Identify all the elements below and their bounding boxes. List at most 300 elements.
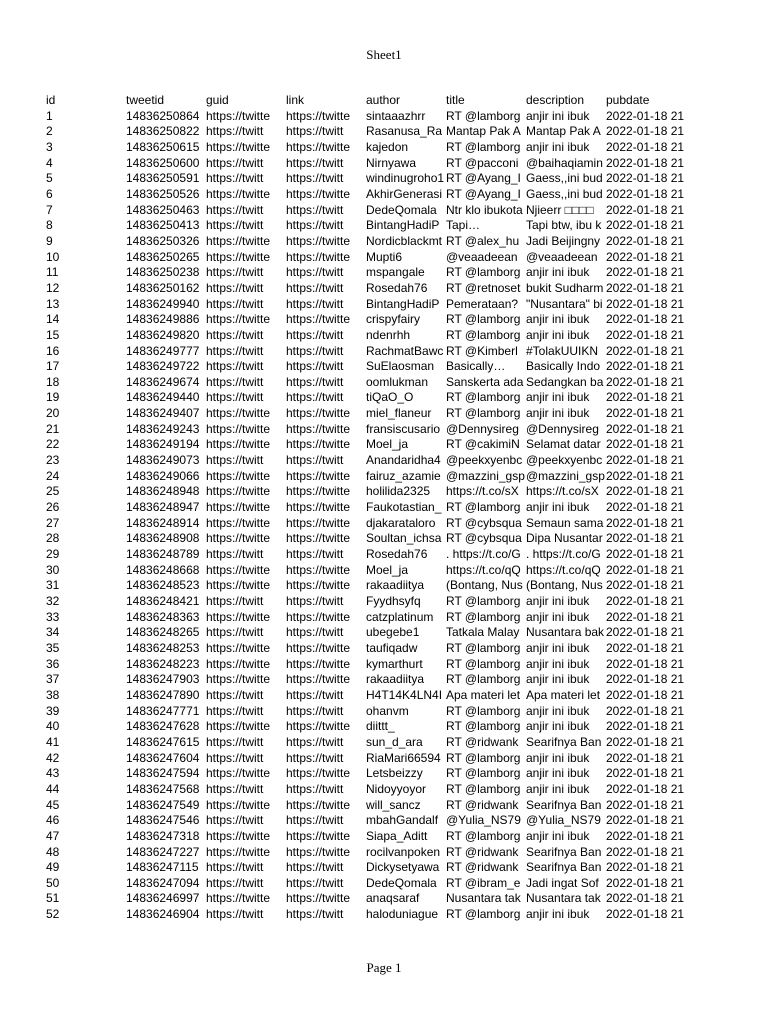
- table-row: [46, 297, 688, 313]
- cell-title: RT @lamborg: [446, 265, 521, 280]
- table-row: [46, 672, 688, 688]
- cell-title: RT @Kimberl: [446, 343, 518, 358]
- cell-description: #TolakUUIKN: [526, 343, 599, 358]
- cell-title: Tapi…: [446, 218, 481, 233]
- cell-link: https://twitte: [286, 500, 351, 515]
- table-row: [46, 437, 688, 453]
- cell-tweetid: 14836249820: [126, 327, 200, 342]
- cell-title: RT @lamborg: [446, 108, 521, 123]
- cell-guid: https://twitte: [206, 500, 271, 515]
- cell-pubdate: 2022-01-18 21: [606, 124, 685, 139]
- cell-tweetid: 14836246904: [126, 907, 200, 922]
- cell-description: @peekxyenbc: [526, 453, 603, 468]
- cell-guid: https://twitt: [206, 343, 264, 358]
- cell-pubdate: 2022-01-18 21: [606, 312, 685, 327]
- cell-author: mbahGandalf: [366, 813, 439, 828]
- cell-description: anjir ini ibuk: [526, 594, 590, 608]
- cell-author: holilida2325: [366, 484, 431, 499]
- cell-pubdate: 2022-01-18 21: [606, 734, 685, 749]
- cell-description: @Yulia_NS79: [526, 813, 601, 828]
- cell-id: 39: [46, 703, 60, 718]
- cell-link: https://twitte: [286, 672, 351, 687]
- cell-link: https://twitte: [286, 828, 351, 843]
- cell-description: anjir ini ibuk: [526, 640, 590, 655]
- cell-description: Searifnya Ban: [526, 797, 602, 812]
- cell-pubdate: 2022-01-18 21: [606, 844, 685, 859]
- cell-tweetid: 14836247318: [126, 828, 200, 843]
- cell-guid: https://twitt: [206, 703, 264, 718]
- cell-title: RT @ridwank: [446, 844, 519, 859]
- cell-tweetid: 14836247604: [126, 750, 200, 765]
- cell-pubdate: 2022-01-18 21: [606, 813, 685, 828]
- cell-description: anjir ini ibuk: [526, 500, 590, 515]
- table-row: [46, 907, 688, 923]
- cell-link: https://twitt: [286, 734, 344, 749]
- cell-pubdate: 2022-01-18 21: [606, 640, 685, 655]
- cell-id: 4: [46, 155, 53, 170]
- table-row: [46, 187, 688, 203]
- column-header-guid: guid: [206, 93, 229, 107]
- cell-guid: https://twitt: [206, 265, 264, 280]
- cell-author: Fyydhsyfq: [366, 594, 421, 608]
- cell-guid: https://twitt: [206, 860, 264, 875]
- cell-pubdate: 2022-01-18 21: [606, 468, 685, 483]
- table-row: [46, 610, 688, 626]
- cell-title: RT @pacconi: [446, 155, 519, 170]
- cell-guid: https://twitt: [206, 453, 264, 468]
- cell-title: RT @cybsqua: [446, 515, 522, 530]
- cell-pubdate: 2022-01-18 21: [606, 500, 685, 515]
- cell-author: DedeQomala: [366, 875, 437, 890]
- cell-id: 19: [46, 390, 60, 405]
- cell-id: 11: [46, 265, 59, 280]
- cell-tweetid: 14836248947: [126, 500, 200, 515]
- cell-tweetid: 14836247771: [126, 703, 200, 718]
- cell-tweetid: 14836250526: [126, 186, 200, 201]
- cell-id: 51: [46, 891, 60, 906]
- table-row: [46, 281, 688, 297]
- data-table: [46, 93, 688, 923]
- cell-tweetid: 14836246997: [126, 891, 200, 906]
- cell-id: 17: [46, 359, 60, 374]
- cell-id: 7: [46, 202, 53, 217]
- cell-title: RT @ibram_e: [446, 875, 521, 890]
- cell-description: anjir ini ibuk: [526, 672, 590, 687]
- cell-link: https://twitt: [286, 202, 344, 217]
- cell-link: https://twitt: [286, 813, 344, 828]
- cell-id: 6: [46, 186, 53, 201]
- cell-pubdate: 2022-01-18 21: [606, 860, 685, 875]
- cell-title: RT @lamborg: [446, 312, 521, 327]
- cell-title: Ntr klo ibukota: [446, 202, 523, 217]
- cell-author: rakaadiitya: [366, 672, 425, 687]
- column-header-id: id: [46, 93, 56, 107]
- cell-pubdate: 2022-01-18 21: [606, 687, 685, 702]
- cell-description: (Bontang, Nus: [526, 578, 603, 593]
- cell-tweetid: 14836248421: [126, 594, 200, 608]
- cell-title: https://t.co/sX: [446, 484, 519, 499]
- cell-guid: https://twitte: [206, 468, 271, 483]
- cell-pubdate: 2022-01-18 21: [606, 891, 685, 906]
- cell-id: 16: [46, 343, 60, 358]
- cell-guid: https://twitt: [206, 734, 264, 749]
- cell-description: Jadi Beijingny: [526, 233, 601, 248]
- cell-tweetid: 14836249194: [126, 437, 200, 452]
- cell-guid: https://twitt: [206, 171, 264, 186]
- cell-id: 30: [46, 562, 60, 577]
- cell-pubdate: 2022-01-18 21: [606, 672, 685, 687]
- cell-author: Rasanusa_Ra: [366, 124, 443, 139]
- cell-pubdate: 2022-01-18 21: [606, 327, 685, 342]
- cell-description: Gaess,,ini bud: [526, 186, 603, 201]
- cell-id: 5: [46, 171, 53, 186]
- cell-link: https://twitte: [286, 531, 351, 546]
- cell-link: https://twitte: [286, 233, 351, 248]
- cell-guid: https://twitt: [206, 625, 264, 640]
- cell-guid: https://twitte: [206, 312, 271, 327]
- table-row: [46, 234, 688, 250]
- cell-tweetid: 14836248253: [126, 640, 200, 655]
- cell-pubdate: 2022-01-18 21: [606, 766, 685, 781]
- cell-description: Nusantara bak: [526, 625, 605, 640]
- cell-author: sun_d_ara: [366, 734, 423, 749]
- cell-link: https://twitte: [286, 562, 351, 577]
- cell-author: BintangHadiP: [366, 218, 440, 233]
- cell-title: RT @ridwank: [446, 734, 519, 749]
- cell-author: catzplatinum: [366, 609, 434, 624]
- cell-tweetid: 14836247546: [126, 813, 200, 828]
- cell-author: Faukotastian_: [366, 500, 442, 515]
- cell-guid: https://twitte: [206, 578, 271, 593]
- cell-link: https://twitte: [286, 468, 351, 483]
- cell-pubdate: 2022-01-18 21: [606, 155, 685, 170]
- cell-author: ndenrhh: [366, 327, 411, 342]
- cell-tweetid: 14836249722: [126, 359, 200, 374]
- cell-author: Anandaridha4: [366, 453, 441, 468]
- cell-author: ohanvm: [366, 703, 409, 718]
- cell-author: kajedon: [366, 139, 409, 154]
- cell-description: . https://t.co/G: [526, 547, 601, 562]
- cell-tweetid: 14836250591: [126, 171, 200, 186]
- cell-description: Gaess,,ini bud: [526, 171, 603, 186]
- cell-author: Moel_ja: [366, 437, 409, 452]
- cell-link: https://twitt: [286, 327, 344, 342]
- table-row: [46, 484, 688, 500]
- cell-id: 37: [46, 672, 60, 687]
- cell-title: . https://t.co/G: [446, 547, 521, 562]
- cell-author: Letsbeizzy: [366, 766, 423, 781]
- cell-title: RT @lamborg: [446, 907, 521, 922]
- cell-link: https://twitte: [286, 139, 351, 154]
- cell-author: fransiscusario: [366, 421, 441, 436]
- cell-author: Nordicblackmt: [366, 233, 443, 248]
- cell-id: 20: [46, 406, 60, 421]
- cell-id: 23: [46, 453, 60, 468]
- cell-link: https://twitt: [286, 594, 344, 608]
- cell-description: anjir ini ibuk: [526, 139, 590, 154]
- cell-link: https://twitte: [286, 844, 351, 859]
- table-row: [46, 312, 688, 328]
- cell-id: 14: [46, 312, 60, 327]
- cell-description: Semaun sama: [526, 515, 604, 530]
- cell-title: @Yulia_NS79: [446, 813, 521, 828]
- cell-author: Siapa_Aditt: [366, 828, 428, 843]
- cell-title: RT @lamborg: [446, 719, 521, 734]
- cell-author: sintaaazhrr: [366, 108, 426, 123]
- cell-guid: https://twitt: [206, 155, 264, 170]
- cell-title: https://t.co/qQ: [446, 562, 521, 577]
- cell-id: 12: [46, 280, 60, 295]
- cell-title: RT @lamborg: [446, 609, 521, 624]
- cell-guid: https://twitte: [206, 640, 271, 655]
- cell-pubdate: 2022-01-18 21: [606, 797, 685, 812]
- cell-link: https://twitte: [286, 640, 351, 655]
- cell-link: https://twitte: [286, 312, 351, 327]
- cell-tweetid: 14836248908: [126, 531, 200, 546]
- table-row: [46, 406, 688, 422]
- cell-author: DedeQomala: [366, 202, 437, 217]
- cell-guid: https://twitte: [206, 719, 271, 734]
- table-row: [46, 516, 688, 532]
- cell-link: https://twitt: [286, 296, 344, 311]
- cell-pubdate: 2022-01-18 21: [606, 437, 685, 452]
- table-row: [46, 751, 688, 767]
- table-row: [46, 829, 688, 845]
- cell-description: Sedangkan ba: [526, 374, 604, 389]
- table-row: [46, 265, 688, 281]
- cell-description: @Dennysireg: [526, 421, 599, 436]
- cell-pubdate: 2022-01-18 21: [606, 108, 685, 123]
- table-row: [46, 109, 688, 125]
- cell-description: anjir ini ibuk: [526, 719, 590, 734]
- cell-title: RT @ridwank: [446, 797, 519, 812]
- cell-pubdate: 2022-01-18 21: [606, 609, 685, 624]
- cell-description: Searifnya Ban: [526, 734, 602, 749]
- table-row: [46, 547, 688, 563]
- cell-link: https://twitt: [286, 218, 344, 233]
- cell-link: https://twitte: [286, 421, 351, 436]
- cell-tweetid: 14836247903: [126, 672, 200, 687]
- cell-description: Selamat datar: [526, 437, 601, 452]
- cell-pubdate: 2022-01-18 21: [606, 547, 685, 562]
- cell-id: 29: [46, 547, 60, 562]
- cell-tweetid: 14836248668: [126, 562, 200, 577]
- cell-tweetid: 14836250600: [126, 155, 200, 170]
- cell-guid: https://twitte: [206, 891, 271, 906]
- cell-link: https://twitte: [286, 656, 351, 671]
- table-row: [46, 891, 688, 907]
- cell-tweetid: 14836247094: [126, 875, 200, 890]
- cell-guid: https://twitte: [206, 828, 271, 843]
- cell-title: RT @lamborg: [446, 390, 521, 405]
- cell-id: 43: [46, 766, 60, 781]
- cell-author: SuElaosman: [366, 359, 435, 374]
- cell-description: anjir ini ibuk: [526, 312, 590, 327]
- cell-link: https://twitte: [286, 186, 351, 201]
- cell-pubdate: 2022-01-18 21: [606, 218, 685, 233]
- cell-author: Rosedah76: [366, 280, 428, 295]
- table-row: [46, 641, 688, 657]
- cell-link: https://twitte: [286, 437, 351, 452]
- cell-guid: https://twitte: [206, 672, 271, 687]
- cell-pubdate: 2022-01-18 21: [606, 719, 685, 734]
- cell-description: Searifnya Ban: [526, 860, 602, 875]
- cell-description: bukit Sudharm: [526, 280, 604, 295]
- cell-description: anjir ini ibuk: [526, 609, 590, 624]
- cell-tweetid: 14836249886: [126, 312, 200, 327]
- cell-tweetid: 14836249777: [126, 343, 200, 358]
- cell-description: Nusantara tak: [526, 891, 601, 906]
- column-header-title: title: [446, 93, 465, 107]
- cell-pubdate: 2022-01-18 21: [606, 484, 685, 499]
- cell-link: https://twitte: [286, 891, 351, 906]
- cell-author: haloduniague: [366, 907, 439, 922]
- cell-link: https://twitte: [286, 609, 351, 624]
- cell-guid: https://twitt: [206, 327, 264, 342]
- table-row: [46, 171, 688, 187]
- cell-tweetid: 14836250463: [126, 202, 200, 217]
- cell-guid: https://twitt: [206, 907, 264, 922]
- table-row: [46, 578, 688, 594]
- cell-guid: https://twitt: [206, 359, 264, 374]
- cell-tweetid: 14836247594: [126, 766, 200, 781]
- cell-title: RT @cybsqua: [446, 531, 522, 546]
- cell-guid: https://twitt: [206, 218, 264, 233]
- cell-title: RT @ridwank: [446, 860, 519, 875]
- cell-tweetid: 14836250615: [126, 139, 200, 154]
- cell-author: anaqsaraf: [366, 891, 420, 906]
- cell-link: https://twitt: [286, 265, 344, 280]
- cell-title: Pemerataan?: [446, 296, 519, 311]
- cell-id: 36: [46, 656, 60, 671]
- cell-description: "Nusantara" bi: [526, 296, 603, 311]
- cell-description: anjir ini ibuk: [526, 750, 590, 765]
- cell-guid: https://twitte: [206, 406, 271, 421]
- cell-author: tiQaO_O: [366, 390, 414, 405]
- cell-title: RT @lamborg: [446, 781, 521, 796]
- cell-link: https://twitt: [286, 547, 344, 562]
- cell-pubdate: 2022-01-18 21: [606, 562, 685, 577]
- cell-title: Apa materi let: [446, 687, 521, 702]
- cell-title: @Dennysireg: [446, 421, 519, 436]
- cell-tweetid: 14836250413: [126, 218, 200, 233]
- cell-title: RT @Ayang_I: [446, 186, 521, 201]
- cell-link: https://twitt: [286, 155, 344, 170]
- cell-link: https://twitte: [286, 578, 351, 593]
- cell-guid: https://twitte: [206, 562, 271, 577]
- cell-title: RT @lamborg: [446, 828, 521, 843]
- cell-guid: https://twitte: [206, 139, 271, 154]
- cell-title: Mantap Pak A: [446, 124, 521, 139]
- cell-id: 40: [46, 719, 60, 734]
- cell-tweetid: 14836248523: [126, 578, 200, 593]
- cell-title: RT @alex_hu: [446, 233, 520, 248]
- cell-pubdate: 2022-01-18 21: [606, 249, 685, 264]
- cell-description: Tapi btw, ibu k: [526, 218, 602, 233]
- cell-id: 45: [46, 797, 60, 812]
- cell-title: RT @lamborg: [446, 500, 521, 515]
- cell-author: ubegebe1: [366, 625, 420, 640]
- cell-tweetid: 14836248914: [126, 515, 200, 530]
- column-header-pubdate: pubdate: [606, 93, 650, 107]
- column-header-author: author: [366, 93, 401, 107]
- table-row: [46, 390, 688, 406]
- table-header-row: [46, 93, 688, 109]
- cell-description: @veaadeean: [526, 249, 598, 264]
- cell-author: will_sancz: [366, 797, 421, 812]
- cell-pubdate: 2022-01-18 21: [606, 390, 685, 405]
- cell-author: crispyfairy: [366, 312, 421, 327]
- cell-guid: https://twitt: [206, 687, 264, 702]
- cell-id: 41: [46, 734, 60, 749]
- cell-title: RT @Ayang_I: [446, 171, 521, 186]
- cell-author: Dickysetyawa: [366, 860, 440, 875]
- table-row: [46, 156, 688, 172]
- table-row: [46, 203, 688, 219]
- cell-guid: https://twitt: [206, 781, 264, 796]
- cell-description: @mazzini_gsp: [526, 468, 605, 483]
- cell-guid: https://twitt: [206, 594, 264, 608]
- cell-pubdate: 2022-01-18 21: [606, 515, 685, 530]
- cell-title: RT @retnoset: [446, 280, 521, 295]
- cell-id: 2: [46, 124, 53, 139]
- column-header-tweetid: tweetid: [126, 93, 165, 107]
- cell-pubdate: 2022-01-18 21: [606, 359, 685, 374]
- cell-tweetid: 14836247568: [126, 781, 200, 796]
- cell-id: 15: [46, 327, 60, 342]
- cell-pubdate: 2022-01-18 21: [606, 171, 685, 186]
- cell-id: 50: [46, 875, 60, 890]
- cell-guid: https://twitte: [206, 531, 271, 546]
- cell-title: RT @cakimiN: [446, 437, 520, 452]
- cell-author: Nirnyawa: [366, 155, 417, 170]
- cell-tweetid: 14836249940: [126, 296, 200, 311]
- cell-author: rocilvanpoken: [366, 844, 441, 859]
- cell-description: @baihaqiamin: [526, 155, 603, 170]
- cell-title: RT @lamborg: [446, 703, 521, 718]
- table-row: [46, 813, 688, 829]
- cell-tweetid: 14836250238: [126, 265, 200, 280]
- cell-pubdate: 2022-01-18 21: [606, 202, 685, 217]
- cell-id: 44: [46, 781, 60, 796]
- table-row: [46, 422, 688, 438]
- cell-pubdate: 2022-01-18 21: [606, 750, 685, 765]
- table-row: [46, 375, 688, 391]
- cell-guid: https://twitt: [206, 124, 264, 139]
- cell-id: 28: [46, 531, 60, 546]
- cell-id: 47: [46, 828, 60, 843]
- cell-title: Basically…: [446, 359, 506, 374]
- cell-title: (Bontang, Nus: [446, 578, 523, 593]
- cell-link: https://twitt: [286, 359, 344, 374]
- cell-description: anjir ini ibuk: [526, 265, 590, 280]
- table-row: [46, 845, 688, 861]
- cell-id: 25: [46, 484, 60, 499]
- cell-description: Dipa Nusantar: [526, 531, 603, 546]
- cell-guid: https://twitte: [206, 421, 271, 436]
- cell-link: https://twitte: [286, 719, 351, 734]
- cell-pubdate: 2022-01-18 21: [606, 453, 685, 468]
- cell-author: Moel_ja: [366, 562, 409, 577]
- cell-link: https://twitt: [286, 750, 344, 765]
- cell-link: https://twitt: [286, 875, 344, 890]
- table-row: [46, 563, 688, 579]
- cell-id: 52: [46, 907, 60, 922]
- cell-title: Sanskerta ada: [446, 374, 524, 389]
- table-row: [46, 594, 688, 610]
- page-number: Page 1: [366, 960, 402, 975]
- cell-title: RT @lamborg: [446, 656, 521, 671]
